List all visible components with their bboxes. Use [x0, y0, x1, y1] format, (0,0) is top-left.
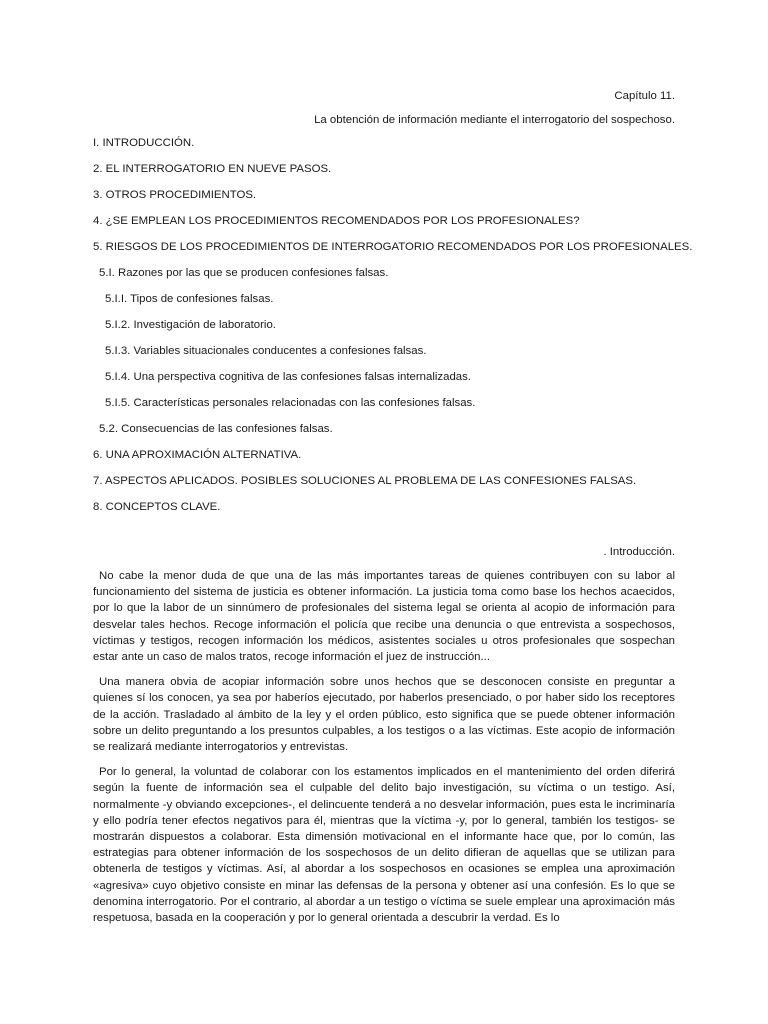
toc-subsubitem: 5.I.3. Variables situacionales conducentes a confesiones falsas. [105, 345, 427, 357]
toc-item: 6. UNA APROXIMACIÓN ALTERNATIVA. [93, 449, 302, 461]
toc-item: I. INTRODUCCIÓN. [93, 137, 195, 149]
toc-subitem: 5.I. Razones por las que se producen confesiones falsas. [99, 267, 389, 279]
table-of-contents [93, 137, 693, 514]
toc-item: 8. CONCEPTOS CLAVE. [93, 501, 221, 513]
toc-subsubitem: 5.I.4. Una perspectiva cognitiva de las confesiones falsas internalizadas. [105, 371, 471, 383]
toc-item: 4. ¿SE EMPLEAN LOS PROCEDIMIENTOS RECOMENDADOS POR LOS PROFESIONALES? [93, 215, 580, 227]
chapter-label: Capítulo 11. [614, 90, 675, 102]
toc-subsubitem: 5.I.I. Tipos de confesiones falsas. [105, 293, 274, 305]
chapter-subtitle: La obtención de información mediante el interrogatorio del sospechoso. [314, 114, 675, 126]
body-paragraph: Por lo general, la voluntad de colaborar con los estamentos implicados en el mantenimiento del orden diferirá según la fuente de información sea el culpable del delito bajo investigación, su víctima o un testigo. Así, normalmente -y obviando excepciones-, el delincuente tenderá a no desvelar información, pues esta le incriminaría y ello podría tener efectos negativos para él, mientras que la víctima -y, por lo general, también los testigos- se mostrarán dispuestos a colaborar. Esta dimensión motivacional en el informante hace que, por lo común, las estrategias para obtener información de los sospechosos de un delito difieran de aquellas que se utilizan para obtenerla de testigos y víctimas. Así, al abordar a los sospechosos en ocasiones se emplea una aproximación «agresiva» cuyo objetivo consiste en minar las defensas de la persona y obtener así una confesión. Es lo que se denomina interrogatorio. Por el contrario, al abordar a un testigo o víctima se suele emplear una aproximación más respetuosa, basada en la cooperación y por lo general orientada a descubrir la verdad. Es lo [93, 766, 675, 925]
body-paragraph: Una manera obvia de acopiar información sobre unos hechos que se desconocen consiste en preguntar a quienes sí los conocen, ya sea por haberíos ejecutado, por haberlos presenciado, o por haber sido los receptores de la acción. Trasladado al ámbito de la ley y el orden público, esto significa que se puede obtener información sobre un delito preguntando a los presuntos culpables, a los testigos o a las víctimas. Este acopio de información se realizará mediante interrogatorios y entrevistas. [93, 676, 675, 754]
toc-item: 3. OTROS PROCEDIMIENTOS. [93, 189, 257, 201]
toc-subsubitem: 5.I.2. Investigación de laboratorio. [105, 319, 276, 331]
toc-subsubitem: 5.I.5. Características personales relacionadas con las confesiones falsas. [105, 397, 476, 409]
section-heading-introduction: . Introducción. [603, 546, 675, 558]
toc-subitem: 5.2. Consecuencias de las confesiones falsas. [99, 423, 333, 435]
toc-item: 5. RIESGOS DE LOS PROCEDIMIENTOS DE INTERROGATORIO RECOMENDADOS POR LOS PROFESIONALES. [93, 241, 693, 253]
document-page [93, 82, 693, 926]
toc-item: 7. ASPECTOS APLICADOS. POSIBLES SOLUCIONES AL PROBLEMA DE LAS CONFESIONES FALSAS. [93, 475, 637, 487]
toc-item: 2. EL INTERROGATORIO EN NUEVE PASOS. [93, 163, 332, 175]
body-paragraph: No cabe la menor duda de que una de las más importantes tareas de quienes contribuyen con su labor al funcionamiento del sistema de justicia es obtener información. La justicia toma como base los hechos acaecidos, por lo que la labor de un sinnúmero de profesionales del sistema legal se orienta al acopio de información para desvelar tales hechos. Recoge información el policía que recibe una denuncia o que entrevista a sospechosos, víctimas y testigos, recogen información los médicos, asistentes sociales u otros profesionales que sospechan estar ante un caso de malos tratos, recoge información el juez de instrucción... [93, 570, 675, 664]
